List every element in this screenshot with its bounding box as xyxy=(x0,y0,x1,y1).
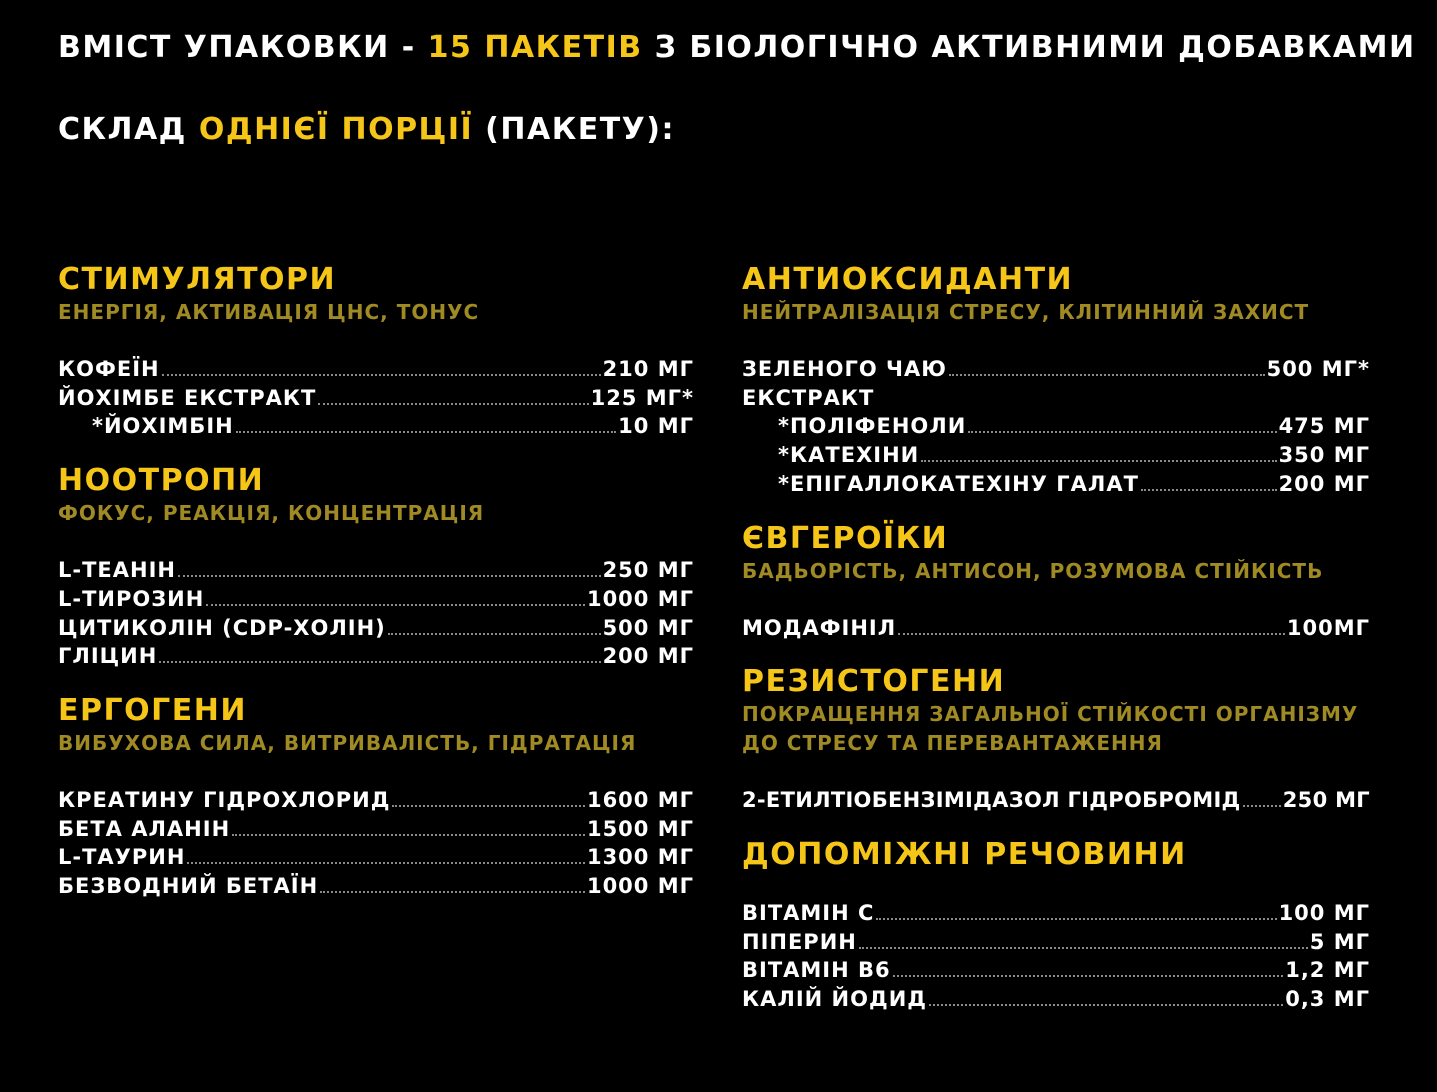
ingredient-row xyxy=(742,899,1370,928)
dot-leader xyxy=(921,460,1276,462)
ingredient-row xyxy=(58,815,694,844)
ingredient-amount: 200 МГ xyxy=(602,644,694,669)
ingredient-amount: 0,3 МГ xyxy=(1285,987,1370,1012)
dot-leader xyxy=(898,633,1285,635)
section-title: АНТИОКСИДАНТИ xyxy=(742,262,1074,297)
section-subtitle: ВИБУХОВА СИЛА, ВИТРИВАЛІСТЬ, ГІДРАТАЦІЯ xyxy=(58,730,637,755)
ingredient-name: КОФЕЇН xyxy=(58,357,160,381)
section-eugeroics xyxy=(742,521,1370,643)
ingredient-name: БЕЗВОДНИЙ БЕТАЇН xyxy=(58,874,319,899)
dot-leader xyxy=(318,403,588,405)
dot-leader xyxy=(388,633,601,635)
ingredient-amount: 1,2 МГ xyxy=(1285,958,1370,983)
dot-leader xyxy=(1243,805,1281,807)
section-subtitle: ПОКРАЩЕННЯ ЗАГАЛЬНОЇ СТІЙКОСТІ ОРГАНІЗМУ xyxy=(742,702,1359,727)
ingredient-name: *ЙОХІМБІН xyxy=(92,414,234,439)
section-subtitle: НЕЙТРАЛІЗАЦІЯ СТРЕСУ, КЛІТИННИЙ ЗАХИСТ xyxy=(742,300,1310,324)
ingredient-name: ПІПЕРИН xyxy=(742,929,857,954)
section-subtitle: ЕНЕРГІЯ, АКТИВАЦІЯ ЦНС, ТОНУС xyxy=(58,300,480,324)
ingredient-name: ЙОХІМБЕ ЕКСТРАКТ xyxy=(58,385,317,410)
section-auxiliary xyxy=(742,837,1370,1014)
ingredient-amount: 125 МГ* xyxy=(590,385,694,410)
ingredient-row xyxy=(58,412,694,441)
section-title: ЕРГОГЕНИ xyxy=(58,692,247,728)
dot-leader xyxy=(236,431,616,433)
section-nootropics xyxy=(58,463,694,671)
dot-leader xyxy=(392,805,585,807)
ingredient-amount: 1300 МГ xyxy=(586,845,694,870)
ingredient-row xyxy=(58,556,694,585)
dot-leader xyxy=(178,575,601,577)
dot-leader xyxy=(320,891,585,893)
section-title: СТИМУЛЯТОРИ xyxy=(58,262,337,297)
ingredient-amount: 100 МГ xyxy=(1278,900,1370,925)
ingredient-name: ГЛІЦИН xyxy=(58,644,158,669)
right-column xyxy=(742,262,1370,1036)
ingredient-row xyxy=(58,872,694,901)
ingredient-name: ЦИТИКОЛІН (CDP-ХОЛІН) xyxy=(58,615,386,640)
dot-leader xyxy=(232,834,585,836)
section-title: ДОПОМІЖНІ РЕЧОВИНИ xyxy=(742,836,1187,872)
section-title: ЄВГЕРОЇКИ xyxy=(742,520,949,556)
serving-composition-heading xyxy=(58,112,675,147)
ingredient-row xyxy=(742,614,1370,643)
ingredient-name: ВІТАМІН С xyxy=(742,900,875,925)
heading-text-suffix: (ПАКЕТУ): xyxy=(473,112,676,147)
section-title: РЕЗИСТОГЕНИ xyxy=(742,664,1006,700)
ingredient-row xyxy=(58,355,694,384)
ingredient-amount: 1500 МГ xyxy=(586,816,694,841)
section-title: НООТРОПИ xyxy=(58,463,265,499)
section-antioxidants xyxy=(742,262,1370,499)
dot-leader xyxy=(187,862,585,864)
ingredient-amount: 500 МГ* xyxy=(1266,357,1370,381)
ingredient-row xyxy=(58,614,694,643)
ingredient-row xyxy=(58,384,694,413)
dot-leader xyxy=(162,374,601,376)
heading-text: ВМІСТ УПАКОВКИ - xyxy=(58,30,428,65)
ingredient-name: БЕТА АЛАНІН xyxy=(58,816,231,841)
section-subtitle-line2: ДО СТРЕСУ ТА ПЕРЕВАНТАЖЕННЯ xyxy=(742,731,1163,756)
section-stimulators xyxy=(58,262,694,441)
ingredient-amount: 200 МГ xyxy=(1278,471,1370,496)
ingredient-row xyxy=(742,956,1370,985)
ingredient-name: ЗЕЛЕНОГО ЧАЮ xyxy=(742,357,947,381)
section-resistogens xyxy=(742,664,1370,815)
heading-highlight: 15 ПАКЕТІВ xyxy=(427,30,643,65)
ingredient-row xyxy=(742,441,1370,470)
ingredient-name: *КАТЕХІНИ xyxy=(778,443,920,468)
ingredient-amount: 10 МГ xyxy=(618,414,694,439)
ingredient-row xyxy=(742,384,1370,413)
dot-leader xyxy=(876,918,1276,920)
dot-leader xyxy=(1141,489,1277,491)
dot-leader xyxy=(949,374,1265,376)
ingredient-amount: 5 МГ xyxy=(1309,929,1370,954)
ingredient-row xyxy=(742,786,1370,815)
ingredient-amount: 1000 МГ xyxy=(586,874,694,899)
ingredient-amount: 210 МГ xyxy=(602,357,694,381)
heading-text: СКЛАД xyxy=(58,112,199,147)
ingredient-amount: 475 МГ xyxy=(1278,414,1370,439)
ingredient-name: КРЕАТИНУ ГІДРОХЛОРИД xyxy=(58,787,391,812)
package-contents-heading xyxy=(58,30,1416,65)
dot-leader xyxy=(893,975,1284,977)
heading-text-suffix: З БІОЛОГІЧНО АКТИВНИМИ ДОБАВКАМИ xyxy=(642,30,1416,65)
dot-leader xyxy=(929,1004,1283,1006)
ingredient-row xyxy=(58,786,694,815)
ingredient-row xyxy=(58,843,694,872)
dot-leader xyxy=(206,604,585,606)
ingredient-name: L-ТИРОЗИН xyxy=(58,586,205,611)
ingredient-row xyxy=(742,985,1370,1014)
ingredient-row xyxy=(742,355,1370,384)
heading-highlight: ОДНІЄЇ ПОРЦІЇ xyxy=(198,112,474,147)
ingredient-amount: 1000 МГ xyxy=(586,586,694,611)
ingredient-row xyxy=(742,928,1370,957)
dot-leader xyxy=(159,661,600,663)
ingredient-name: ЕКСТРАКТ xyxy=(742,385,875,410)
ingredient-amount: 250 МГ xyxy=(602,558,694,583)
ingredient-amount: 250 МГ xyxy=(1282,788,1370,813)
ingredient-amount: 100МГ xyxy=(1286,615,1370,640)
ingredient-row xyxy=(742,412,1370,441)
section-subtitle: БАДЬОРІСТЬ, АНТИСОН, РОЗУМОВА СТІЙКІСТЬ xyxy=(742,558,1324,583)
ingredient-amount: 350 МГ xyxy=(1278,443,1370,468)
ingredient-name: *ПОЛІФЕНОЛИ xyxy=(778,414,967,439)
ingredient-name: 2-ЕТИЛТІОБЕНЗІМІДАЗОЛ ГІДРОБРОМІД xyxy=(742,788,1241,813)
ingredient-name: L-ТЕАНІН xyxy=(58,558,176,583)
section-ergogens xyxy=(58,693,694,901)
ingredient-name: *ЕПІГАЛЛОКАТЕХІНУ ГАЛАТ xyxy=(778,471,1139,496)
section-subtitle: ФОКУС, РЕАКЦІЯ, КОНЦЕНТРАЦІЯ xyxy=(58,501,485,526)
ingredient-name: ВІТАМІН В6 xyxy=(742,958,891,983)
ingredient-row xyxy=(58,585,694,614)
ingredient-name: КАЛІЙ ЙОДИД xyxy=(742,987,927,1012)
ingredient-name: L-ТАУРИН xyxy=(58,845,186,870)
ingredient-name: МОДАФІНІЛ xyxy=(742,615,897,640)
ingredient-row xyxy=(58,642,694,671)
left-column xyxy=(58,262,694,923)
ingredient-row xyxy=(742,470,1370,499)
ingredient-amount: 500 МГ xyxy=(602,615,694,640)
dot-leader xyxy=(968,431,1276,433)
ingredient-amount: 1600 МГ xyxy=(586,787,694,812)
dot-leader xyxy=(859,947,1308,949)
